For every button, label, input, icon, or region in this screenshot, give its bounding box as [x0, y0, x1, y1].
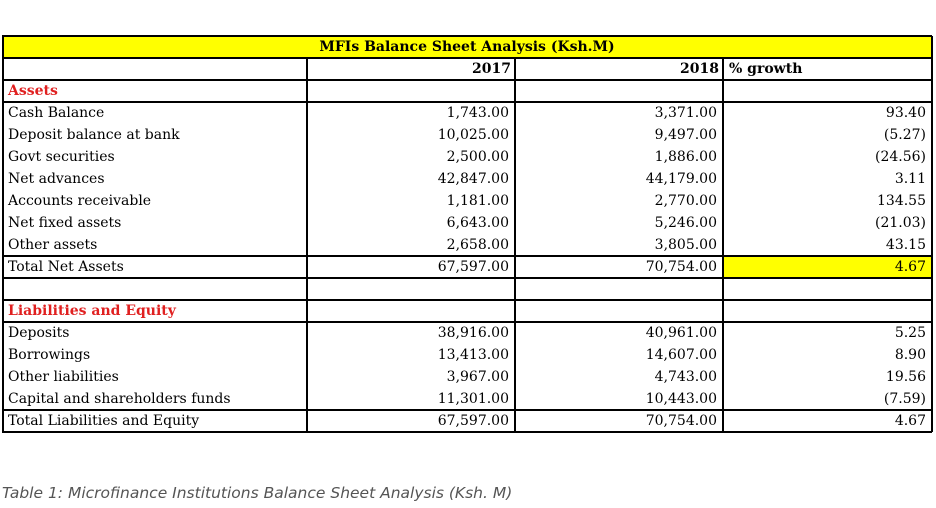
table-row — [2, 190, 932, 212]
row-label: Cash Balance — [8, 105, 105, 121]
value-2018: 3,805.00 — [654, 237, 717, 253]
table-row — [2, 146, 932, 168]
header-2017: 2017 — [472, 61, 511, 77]
grid-line — [2, 277, 932, 279]
table-caption: Table 1: Microfinance Institutions Balance Sheet Analysis (Ksh. M) — [2, 484, 513, 502]
table-title: MFIs Balance Sheet Analysis (Ksh.M) — [319, 39, 615, 55]
value-2017: 1,181.00 — [446, 193, 509, 209]
value-2018: 10,443.00 — [645, 391, 717, 407]
value-2018: 44,179.00 — [645, 171, 717, 187]
table-row — [2, 234, 932, 256]
table-row — [2, 410, 932, 432]
header-2018: 2018 — [680, 61, 719, 77]
grid-line — [2, 321, 932, 323]
grid-line — [2, 431, 932, 433]
row-label: Total Liabilities and Equity — [8, 413, 200, 429]
value-2018: 14,607.00 — [645, 347, 717, 363]
table-row — [2, 388, 932, 410]
grid-line — [2, 57, 932, 59]
row-label: Capital and shareholders funds — [8, 391, 231, 407]
value-growth: 8.90 — [894, 347, 926, 363]
value-2017: 67,597.00 — [437, 413, 509, 429]
row-label: Accounts receivable — [8, 193, 152, 209]
value-growth: 3.11 — [894, 171, 926, 187]
value-2018: 9,497.00 — [654, 127, 717, 143]
value-growth: 43.15 — [885, 237, 926, 253]
value-growth: 93.40 — [885, 105, 926, 121]
table-row — [2, 102, 932, 124]
value-growth: (7.59) — [883, 391, 926, 407]
row-label: Net advances — [8, 171, 105, 187]
value-growth: (24.56) — [874, 149, 926, 165]
value-growth: 5.25 — [894, 325, 926, 341]
grid-line — [514, 58, 516, 432]
grid-line — [931, 36, 933, 432]
value-2018: 2,770.00 — [654, 193, 717, 209]
section-assets-label-row — [2, 80, 932, 102]
value-2017: 42,847.00 — [437, 171, 509, 187]
grid-line — [722, 58, 724, 432]
row-label: Deposit balance at bank — [8, 127, 180, 143]
value-2018: 40,961.00 — [645, 325, 717, 341]
row-label: Total Net Assets — [8, 259, 124, 275]
header-row — [2, 58, 932, 80]
row-label: Other assets — [8, 237, 98, 253]
value-2017: 11,301.00 — [437, 391, 509, 407]
section-label-liabilities: Liabilities and Equity — [8, 303, 176, 319]
value-growth: 4.67 — [894, 413, 926, 429]
value-growth: 19.56 — [885, 369, 926, 385]
value-2017: 6,643.00 — [446, 215, 509, 231]
grid-line — [2, 299, 932, 301]
table-title-row — [2, 36, 932, 58]
value-2017: 3,967.00 — [446, 369, 509, 385]
row-label: Other liabilities — [8, 369, 119, 385]
value-2018: 1,886.00 — [654, 149, 717, 165]
value-2017: 10,025.00 — [437, 127, 509, 143]
value-2017: 38,916.00 — [437, 325, 509, 341]
value-growth: 134.55 — [877, 193, 926, 209]
value-growth: (5.27) — [883, 127, 926, 143]
header-growth: % growth — [729, 61, 803, 77]
table-row — [2, 168, 932, 190]
value-2017: 67,597.00 — [437, 259, 509, 275]
value-2018: 70,754.00 — [645, 259, 717, 275]
grid-line — [2, 36, 4, 432]
table-row — [2, 366, 932, 388]
grid-line — [2, 101, 932, 103]
value-2018: 70,754.00 — [645, 413, 717, 429]
row-label: Govt securities — [8, 149, 115, 165]
table-row — [2, 212, 932, 234]
grid-line — [2, 35, 932, 37]
value-2018: 4,743.00 — [654, 369, 717, 385]
value-2018: 5,246.00 — [654, 215, 717, 231]
grid-line — [2, 79, 932, 81]
section-label-assets: Assets — [8, 83, 58, 99]
row-label: Net fixed assets — [8, 215, 122, 231]
value-2017: 13,413.00 — [437, 347, 509, 363]
grid-line — [2, 409, 932, 411]
grid-line — [2, 255, 932, 257]
grid-line — [306, 58, 308, 432]
value-2017: 2,658.00 — [446, 237, 509, 253]
row-label: Borrowings — [8, 347, 91, 363]
value-growth: 4.67 — [723, 256, 932, 278]
value-2018: 3,371.00 — [654, 105, 717, 121]
value-2017: 1,743.00 — [446, 105, 509, 121]
row-label: Deposits — [8, 325, 70, 341]
value-2017: 2,500.00 — [446, 149, 509, 165]
table-row — [2, 322, 932, 344]
section-liabilities-label-row — [2, 300, 932, 322]
table-row — [2, 256, 932, 278]
table-row — [2, 344, 932, 366]
table-row — [2, 124, 932, 146]
value-growth: (21.03) — [874, 215, 926, 231]
